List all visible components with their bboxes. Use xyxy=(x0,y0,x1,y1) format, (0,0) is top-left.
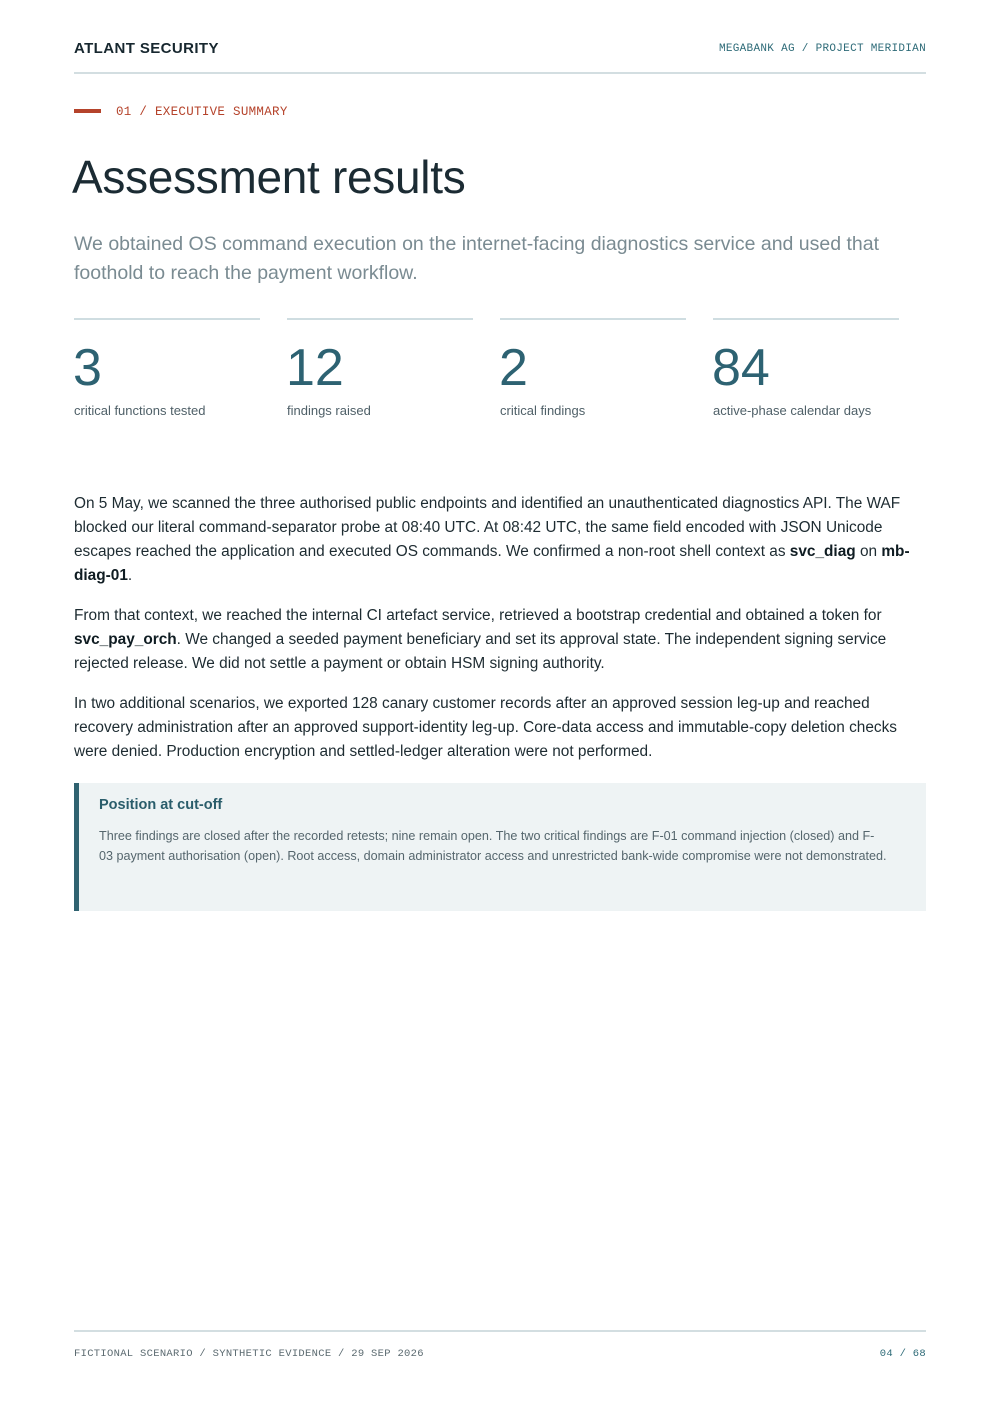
body-text-run: . We changed a seeded payment beneficiary and set its approval state. The independent signing service rejected release. We did not settle a payment or obtain HSM signing authority. xyxy=(74,631,887,672)
page-header xyxy=(74,38,926,74)
service-account-name: svc_diag xyxy=(789,543,856,560)
page-title: Assessment results xyxy=(72,151,466,203)
service-account-name: svc_pay_orch xyxy=(74,631,177,648)
body-paragraph-3: In two additional scenarios, we exported 128 canary customer records after an approved session leg-up and reached recovery administration after an approved support-identity leg-up. Core-data access and immutable-copy deletion checks were denied. Production encryption and settled-ledger alteration were not performed. xyxy=(74,695,897,760)
page-footer xyxy=(74,1330,926,1360)
body-text-run: From that context, we reached the internal CI artefact service, retrieved a bootstrap credential and obtained a token for xyxy=(74,607,882,624)
stat-value: 3 xyxy=(73,339,102,397)
body-text xyxy=(74,492,926,780)
stat-value: 84 xyxy=(712,339,770,397)
stat-label: active-phase calendar days xyxy=(713,403,872,418)
stat-critical-findings xyxy=(500,318,686,430)
section-accent-bar xyxy=(74,109,101,113)
lead-paragraph: We obtained OS command execution on the internet-facing diagnostics service and used that foothold to reach the payment workflow. xyxy=(74,233,880,284)
report-page xyxy=(74,0,926,1415)
stat-label: critical findings xyxy=(500,403,586,418)
stat-findings-raised xyxy=(287,318,473,430)
body-paragraph-1 xyxy=(74,492,926,588)
stat-value: 2 xyxy=(499,339,528,397)
brand-name: ATLANT SECURITY xyxy=(74,40,219,57)
callout-text: Three findings are closed after the recorded retests; nine remain open. The two critical findings are F-01 command injection (closed) and F-03 payment authorisation (open). Root access, domain administrator access and unrestricted bank-wide compromise were not demonstrated. xyxy=(99,829,887,863)
page-number: 04 / 68 xyxy=(879,1348,926,1360)
body-text-run: On 5 May, we scanned the three authorised public endpoints and identified an unauthenticated diagnostics API. The WAF blocked our literal command-separator probe at 08:40 UTC. At 08:42 UTC, the same field encoded with JSON Unicode escapes reached the application and executed OS commands. We confirmed a non-root shell context as xyxy=(74,495,901,560)
stat-label: critical functions tested xyxy=(74,403,206,418)
section-label-text: 01 / EXECUTIVE SUMMARY xyxy=(116,105,288,119)
position-callout xyxy=(74,783,926,911)
client-project: MEGABANK AG / PROJECT MERIDIAN xyxy=(718,43,926,55)
stat-label: findings raised xyxy=(287,403,371,418)
stat-functions-tested xyxy=(74,318,260,430)
body-paragraph-2 xyxy=(74,604,926,676)
callout-title: Position at cut-off xyxy=(99,797,223,813)
host-name: mb-diag-01 xyxy=(74,543,910,584)
body-text-run: on xyxy=(855,543,882,560)
footer-disclaimer: FICTIONAL SCENARIO / SYNTHETIC EVIDENCE / 29 SEP 2026 xyxy=(74,1348,424,1360)
stat-calendar-days xyxy=(713,318,899,430)
stats-row xyxy=(74,318,926,428)
body-text-run: . xyxy=(127,567,133,584)
stat-value: 12 xyxy=(286,339,344,397)
